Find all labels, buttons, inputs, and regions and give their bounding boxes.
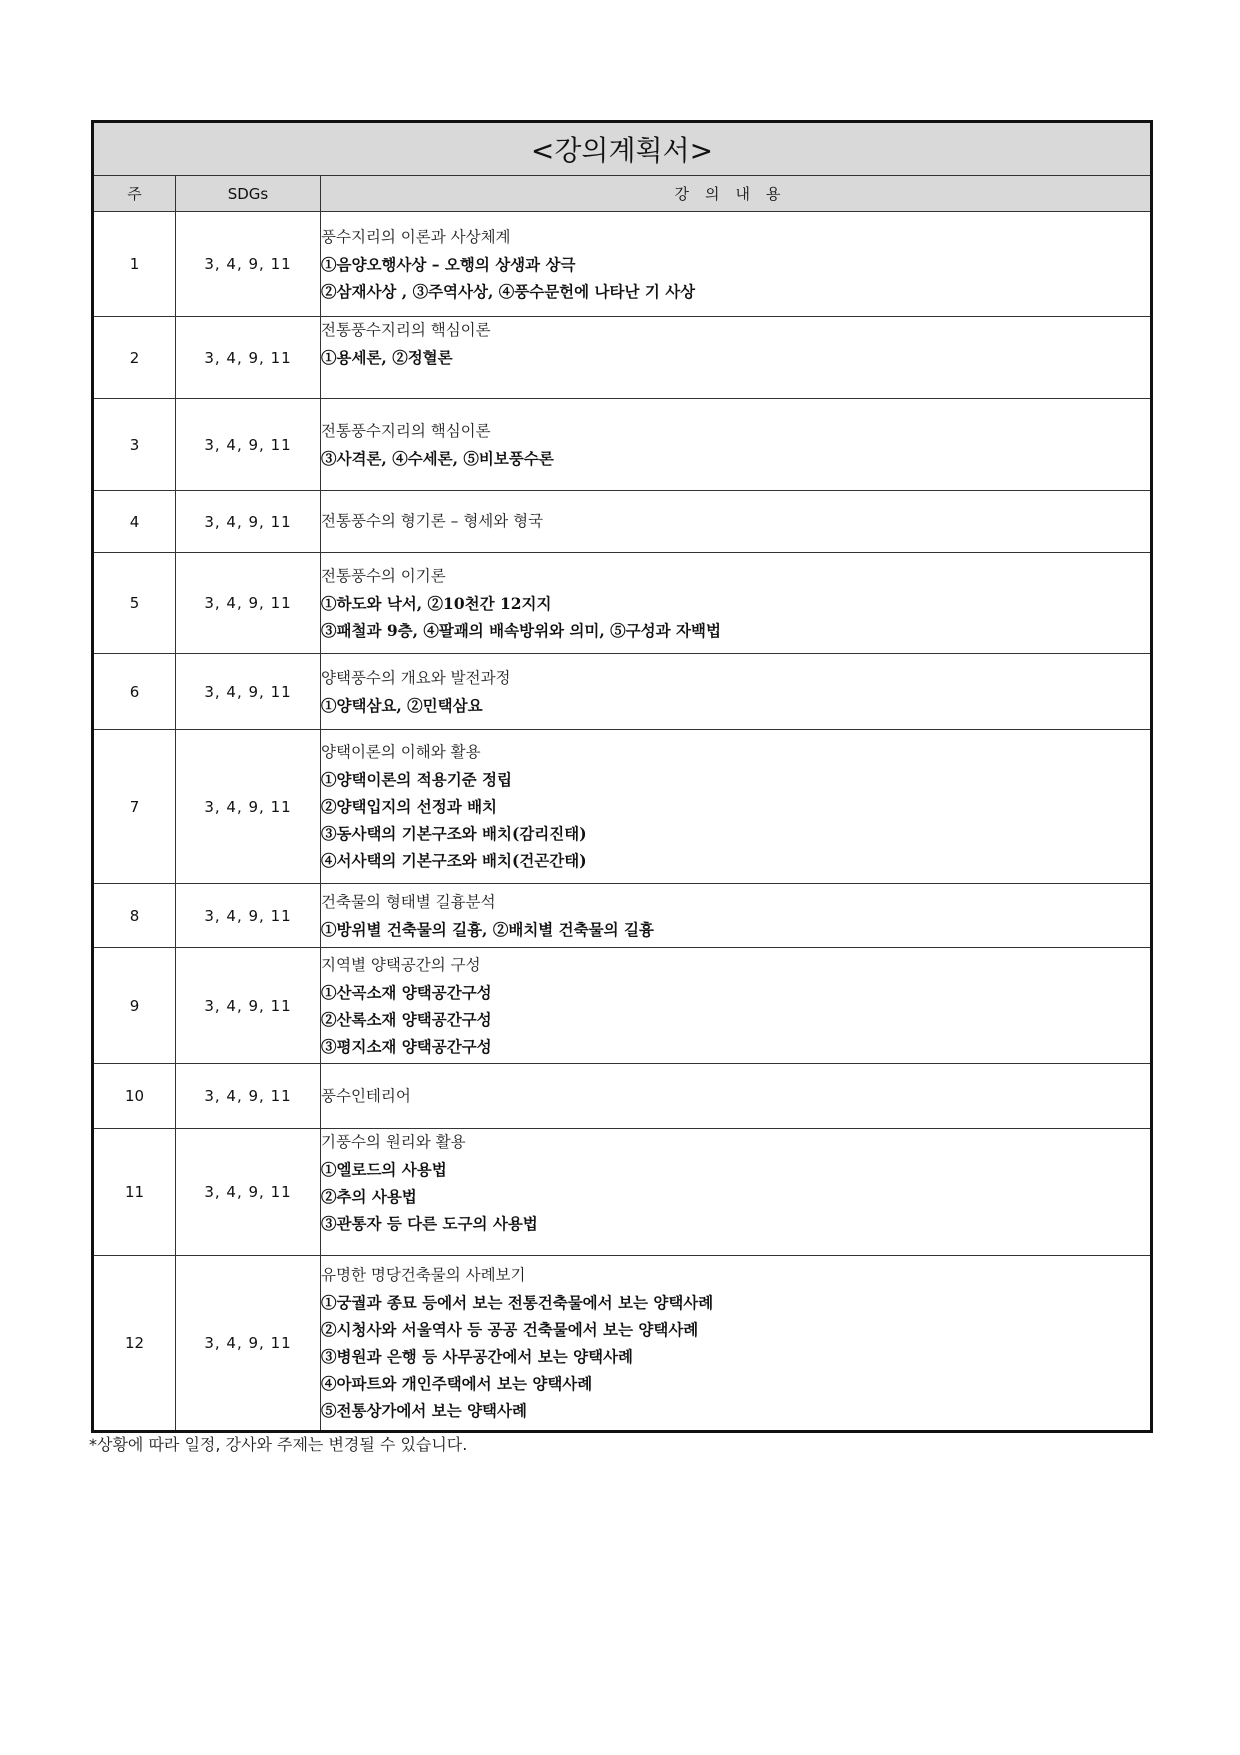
table-row (93, 317, 1152, 399)
content-cell (321, 212, 1152, 317)
table-row (93, 654, 1152, 730)
lecture-item: ③평지소재 양택공간구성 (321, 1036, 492, 1056)
lecture-item: ②시청사와 서울역사 등 공공 건축물에서 보는 양택사례 (321, 1320, 699, 1339)
header-week: 주 (93, 176, 176, 212)
table-row (93, 399, 1152, 491)
lecture-topic: 양택이론의 이해와 활용 (321, 743, 481, 761)
content-cell (321, 491, 1152, 553)
lecture-item: ④아파트와 개인주택에서 보는 양택사례 (321, 1374, 593, 1393)
content-cell (321, 399, 1152, 491)
lecture-topic: 양택풍수의 개요와 발전과정 (321, 668, 511, 687)
sdgs-cell: 3, 4, 9, 11 (176, 491, 321, 553)
lecture-item: ①하도와 낙서, ②10천간 12지지 (321, 593, 552, 613)
sdgs-cell: 3, 4, 9, 11 (176, 1064, 321, 1129)
lecture-item: ③동사택의 기본구조와 배치(감리진태) (321, 824, 587, 843)
table-row (93, 884, 1152, 948)
content-cell (321, 730, 1152, 884)
week-cell: 12 (93, 1256, 176, 1432)
content-cell (321, 884, 1152, 948)
content-cell (321, 1129, 1152, 1256)
lecture-item: ③사격론, ④수세론, ⑤비보풍수론 (321, 448, 554, 468)
week-cell: 10 (93, 1064, 176, 1129)
lecture-item: ④서사택의 기본구조와 배치(건곤간태) (321, 851, 587, 870)
lecture-item: ①양택삼요, ②민택삼요 (321, 695, 483, 715)
lecture-item: ②삼재사상 , ③주역사상, ④풍수문헌에 나타난 기 사상 (321, 281, 696, 301)
sdgs-cell: 3, 4, 9, 11 (176, 399, 321, 491)
lecture-item: ③관통자 등 다른 도구의 사용법 (321, 1214, 538, 1233)
table-body (93, 212, 1152, 1432)
table-row (93, 948, 1152, 1064)
content-cell (321, 317, 1152, 399)
header-content: 강의내용 (321, 176, 1152, 212)
lecture-topic: 전통풍수의 형기론 – 형세와 형국 (321, 512, 544, 530)
lecture-item: ①산곡소재 양택공간구성 (321, 982, 492, 1002)
lecture-item: ②산록소재 양택공간구성 (321, 1009, 492, 1029)
sdgs-cell: 3, 4, 9, 11 (176, 654, 321, 730)
week-cell: 8 (93, 884, 176, 948)
sdgs-cell: 3, 4, 9, 11 (176, 730, 321, 884)
content-cell (321, 553, 1152, 654)
sdgs-cell: 3, 4, 9, 11 (176, 884, 321, 948)
schedule-change-note: *상황에 따라 일정, 강사와 주제는 변경될 수 있습니다. (89, 1435, 468, 1454)
lecture-item: ①용세론, ②정혈론 (321, 348, 453, 367)
content-cell (321, 654, 1152, 730)
lecture-item: ①음양오행사상 – 오행의 상생과 상극 (321, 254, 576, 274)
table-header-row (93, 176, 1152, 212)
lecture-plan-table (91, 120, 1153, 1433)
lecture-item: ①방위별 건축물의 길흉, ②배치별 건축물의 길흉 (321, 919, 654, 939)
lecture-plan-page (91, 120, 1150, 1433)
lecture-topic: 건축물의 형태별 길흉분석 (321, 892, 496, 911)
table-row (93, 1256, 1152, 1432)
sdgs-cell: 3, 4, 9, 11 (176, 553, 321, 654)
sdgs-cell: 3, 4, 9, 11 (176, 1256, 321, 1432)
table-row (93, 1129, 1152, 1256)
document-title: <강의계획서> (93, 122, 1152, 176)
lecture-topic: 전통풍수지리의 핵심이론 (321, 421, 491, 440)
lecture-item: ⑤전통상가에서 보는 양택사례 (321, 1401, 527, 1420)
week-cell: 5 (93, 553, 176, 654)
week-cell: 7 (93, 730, 176, 884)
week-cell: 2 (93, 317, 176, 399)
week-cell: 9 (93, 948, 176, 1064)
sdgs-cell: 3, 4, 9, 11 (176, 1129, 321, 1256)
lecture-topic: 풍수지리의 이론과 사상체계 (321, 227, 511, 246)
sdgs-cell: 3, 4, 9, 11 (176, 212, 321, 317)
week-cell: 3 (93, 399, 176, 491)
lecture-item: ①양택이론의 적용기준 정립 (321, 770, 512, 789)
lecture-topic: 풍수인테리어 (321, 1086, 411, 1105)
table-row (93, 553, 1152, 654)
lecture-topic: 유명한 명당건축물의 사례보기 (321, 1266, 526, 1284)
table-row (93, 730, 1152, 884)
header-sdgs: SDGs (176, 176, 321, 212)
week-cell: 6 (93, 654, 176, 730)
lecture-topic: 기풍수의 원리와 활용 (321, 1133, 466, 1151)
lecture-item: ③병원과 은행 등 사무공간에서 보는 양택사례 (321, 1347, 633, 1366)
lecture-topic: 전통풍수의 이기론 (321, 566, 446, 585)
lecture-item: ②추의 사용법 (321, 1187, 417, 1206)
table-row (93, 212, 1152, 317)
sdgs-cell: 3, 4, 9, 11 (176, 948, 321, 1064)
week-cell: 1 (93, 212, 176, 317)
lecture-item: ①궁궐과 종묘 등에서 보는 전통건축물에서 보는 양택사례 (321, 1293, 714, 1312)
content-cell (321, 1064, 1152, 1129)
week-cell: 4 (93, 491, 176, 553)
week-cell: 11 (93, 1129, 176, 1256)
sdgs-cell: 3, 4, 9, 11 (176, 317, 321, 399)
lecture-topic: 지역별 양택공간의 구성 (321, 955, 481, 974)
table-row (93, 1064, 1152, 1129)
lecture-topic: 전통풍수지리의 핵심이론 (321, 321, 491, 339)
content-cell (321, 1256, 1152, 1432)
lecture-item: ①엘로드의 사용법 (321, 1160, 447, 1179)
lecture-item: ③패철과 9층, ④팔괘의 배속방위와 의미, ⑤구성과 자백법 (321, 620, 721, 640)
table-row (93, 491, 1152, 553)
lecture-item: ②양택입지의 선정과 배치 (321, 797, 498, 816)
content-cell (321, 948, 1152, 1064)
